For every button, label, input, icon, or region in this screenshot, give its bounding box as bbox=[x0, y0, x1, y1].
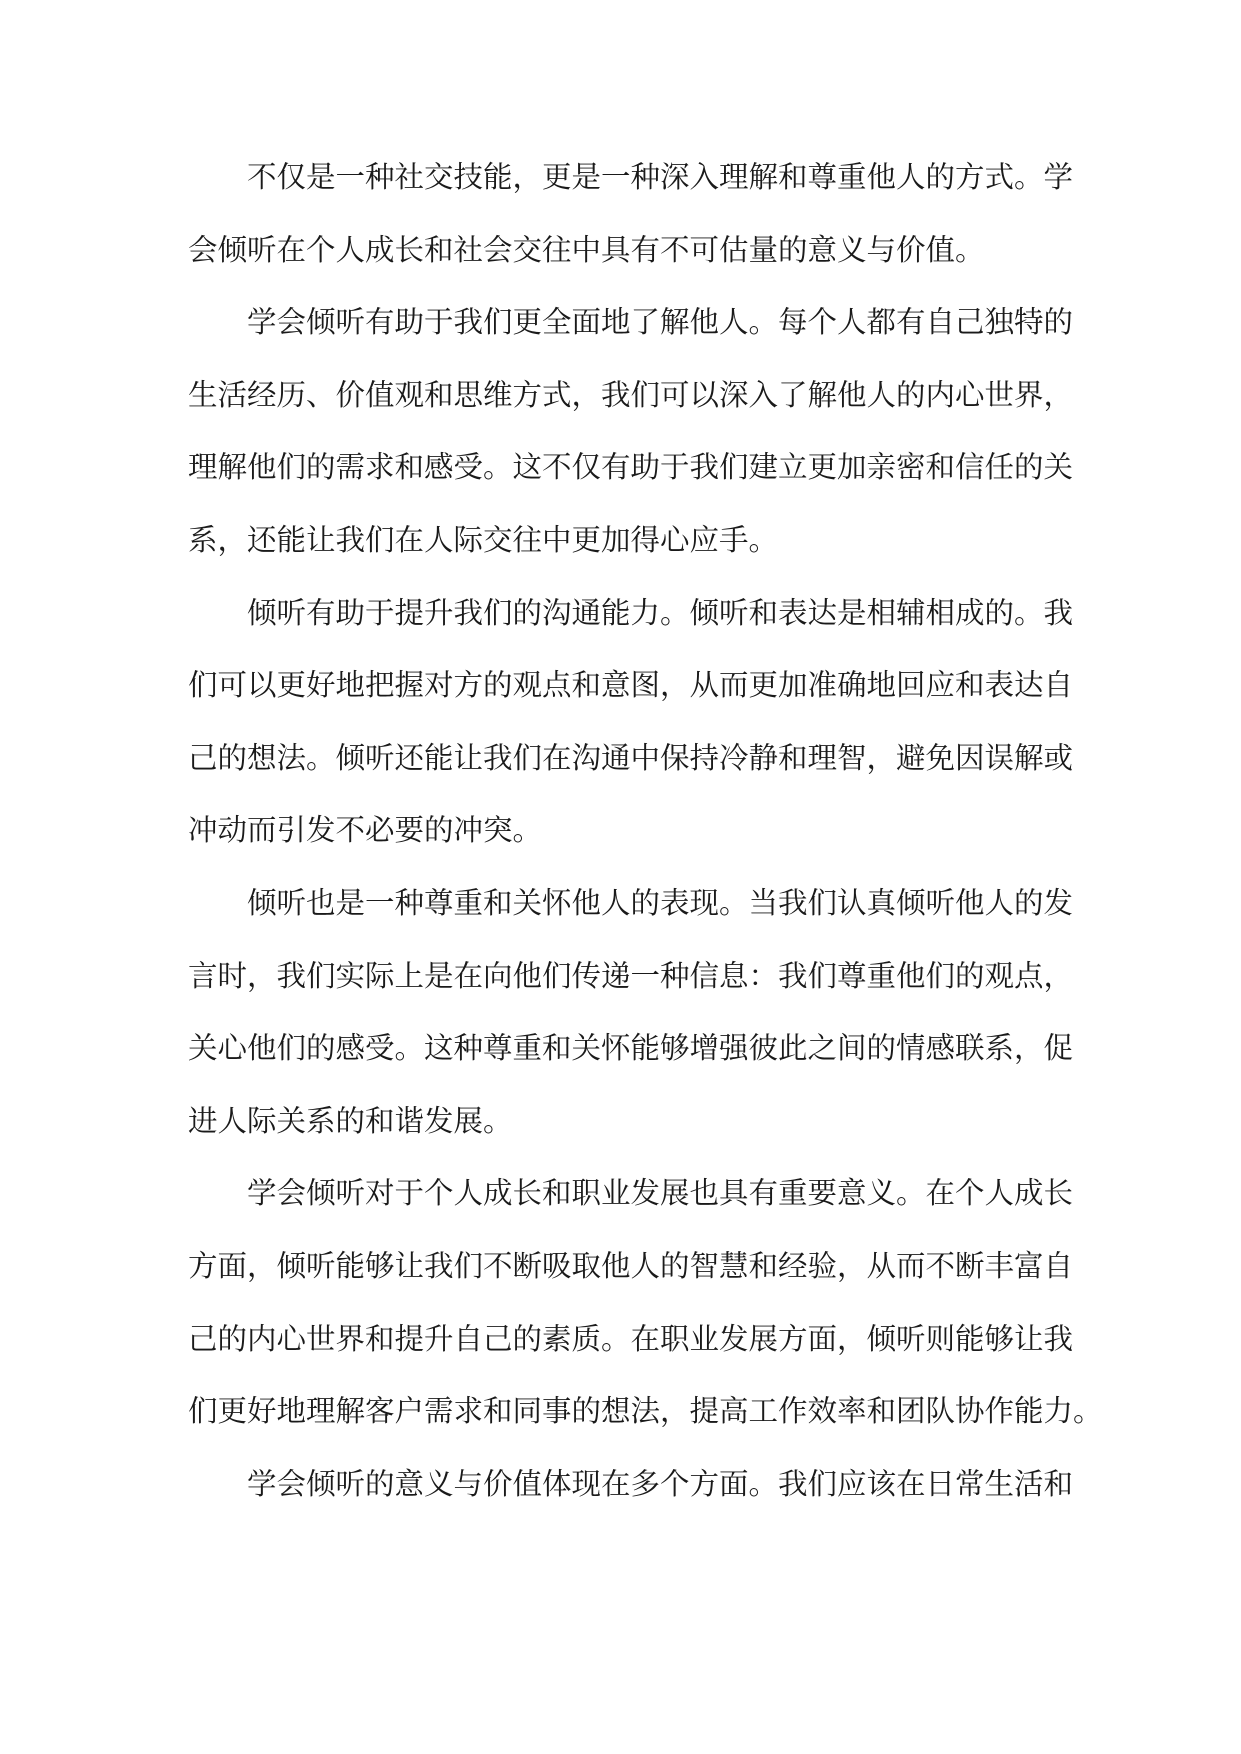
paragraph-5 bbox=[188, 1157, 1103, 1447]
paragraph-2 bbox=[188, 286, 1074, 576]
text-line: 倾听有助于提升我们的沟通能力。倾听和表达是相辅相成的。我 bbox=[247, 595, 1074, 630]
text-line: 学会倾听对于个人成长和职业发展也具有重要意义。在个人成长 bbox=[247, 1176, 1074, 1211]
text-line: 进人际关系的和谐发展。 bbox=[188, 1103, 513, 1138]
text-line: 关心他们的感受。这种尊重和关怀能够增强彼此之间的情感联系，促 bbox=[188, 1031, 1074, 1066]
text-line: 学会倾听有助于我们更全面地了解他人。每个人都有自己独特的 bbox=[247, 305, 1074, 340]
text-line: 会倾听在个人成长和社会交往中具有不可估量的意义与价值。 bbox=[188, 232, 985, 267]
text-line: 学会倾听的意义与价值体现在多个方面。我们应该在日常生活和 bbox=[247, 1466, 1074, 1501]
text-line: 冲动而引发不必要的冲突。 bbox=[188, 813, 543, 848]
text-line: 倾听也是一种尊重和关怀他人的表现。当我们认真倾听他人的发 bbox=[247, 885, 1074, 920]
text-line: 己的内心世界和提升自己的素质。在职业发展方面，倾听则能够让我 bbox=[188, 1321, 1074, 1356]
text-line: 理解他们的需求和感受。这不仅有助于我们建立更加亲密和信任的关 bbox=[188, 450, 1074, 485]
text-line: 己的想法。倾听还能让我们在沟通中保持冷静和理智，避免因误解或 bbox=[188, 740, 1074, 775]
paragraph-3 bbox=[188, 577, 1074, 867]
text-line: 不仅是一种社交技能，更是一种深入理解和尊重他人的方式。学 bbox=[247, 160, 1074, 194]
paragraph-4 bbox=[188, 867, 1074, 1157]
paragraph-1 bbox=[188, 141, 1074, 286]
text-line: 言时，我们实际上是在向他们传递一种信息：我们尊重他们的观点， bbox=[188, 958, 1074, 993]
paragraph-6 bbox=[188, 1448, 1074, 1521]
text-line: 们更好地理解客户需求和同事的想法，提高工作效率和团队协作能力。 bbox=[188, 1394, 1103, 1429]
document-body bbox=[188, 141, 1103, 1520]
text-line: 们可以更好地把握对方的观点和意图，从而更加准确地回应和表达自 bbox=[188, 668, 1074, 703]
text-line: 系，还能让我们在人际交往中更加得心应手。 bbox=[188, 522, 779, 557]
text-line: 生活经历、价值观和思维方式，我们可以深入了解他人的内心世界， bbox=[188, 377, 1074, 412]
text-line: 方面，倾听能够让我们不断吸取他人的智慧和经验，从而不断丰富自 bbox=[188, 1248, 1074, 1283]
